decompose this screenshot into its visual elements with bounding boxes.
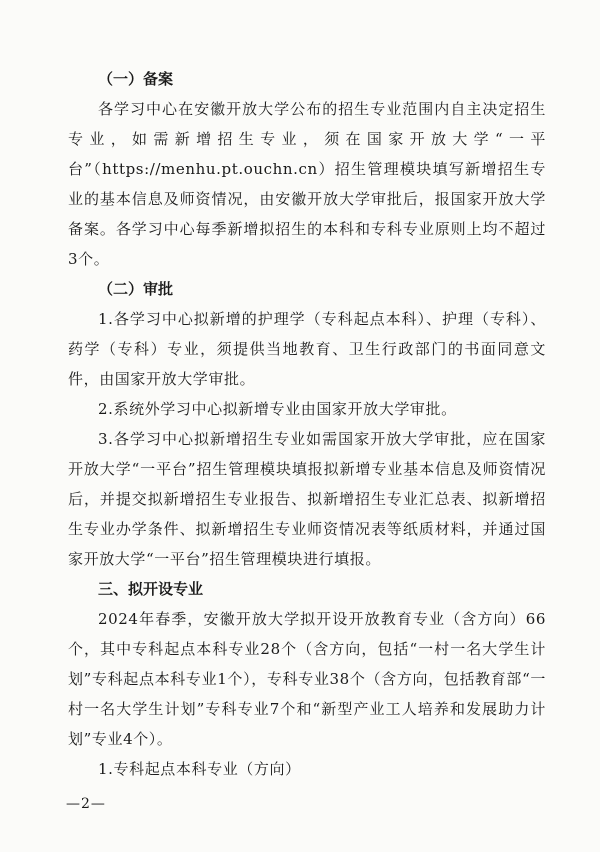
paragraph-majors-subheading: 1.专科起点本科专业（方向） — [98, 760, 301, 778]
section-heading-filing: （一）备案 — [98, 70, 174, 88]
section-heading-approval: （二）审批 — [98, 280, 174, 298]
document-body — [68, 64, 546, 784]
paragraph-filing: 各学习中心在安徽开放大学公布的招生专业范围内自主决定招生专业，如需新增招生专业，须在国家开放大学“一平台”（https://menhu.pt.ouchn.cn）招生管理模块填写新增招生专业的基本信息及师资情况，由安徽开放大学审批后，报国家开放大学备案。各学习中心每季新增拟招生的本科和专科专业原则上均不超过3个。 — [68, 100, 546, 268]
page-number: —2— — [66, 796, 106, 812]
paragraph-approval-3: 3.各学习中心拟新增招生专业如需国家开放大学审批，应在国家开放大学“一平台”招生管理模块填报拟新增专业基本信息及师资情况后，并提交拟新增招生专业报告、拟新增招生专业汇总表、拟新增招生专业办学条件、拟新增招生专业师资情况表等纸质材料，并通过国家开放大学“一平台”招生管理模块进行填报。 — [68, 430, 546, 568]
paragraph-majors: 2024年春季，安徽开放大学拟开设开放教育专业（含方向）66个，其中专科起点本科专业28个（含方向，包括“一村一名大学生计划”专科起点本科专业1个），专科专业38个（含方向，包括教育部“一村一名大学生计划”专科专业7个和“新型产业工人培养和发展助力计划”专业4个）。 — [68, 610, 546, 748]
paragraph-approval-2: 2.系统外学习中心拟新增专业由国家开放大学审批。 — [98, 400, 457, 418]
section-heading-majors: 三、拟开设专业 — [98, 580, 204, 598]
paragraph-approval-1: 1.各学习中心拟新增的护理学（专科起点本科）、护理（专科）、药学（专科）专业，须提供当地教育、卫生行政部门的书面同意文件，由国家开放大学审批。 — [68, 310, 546, 388]
